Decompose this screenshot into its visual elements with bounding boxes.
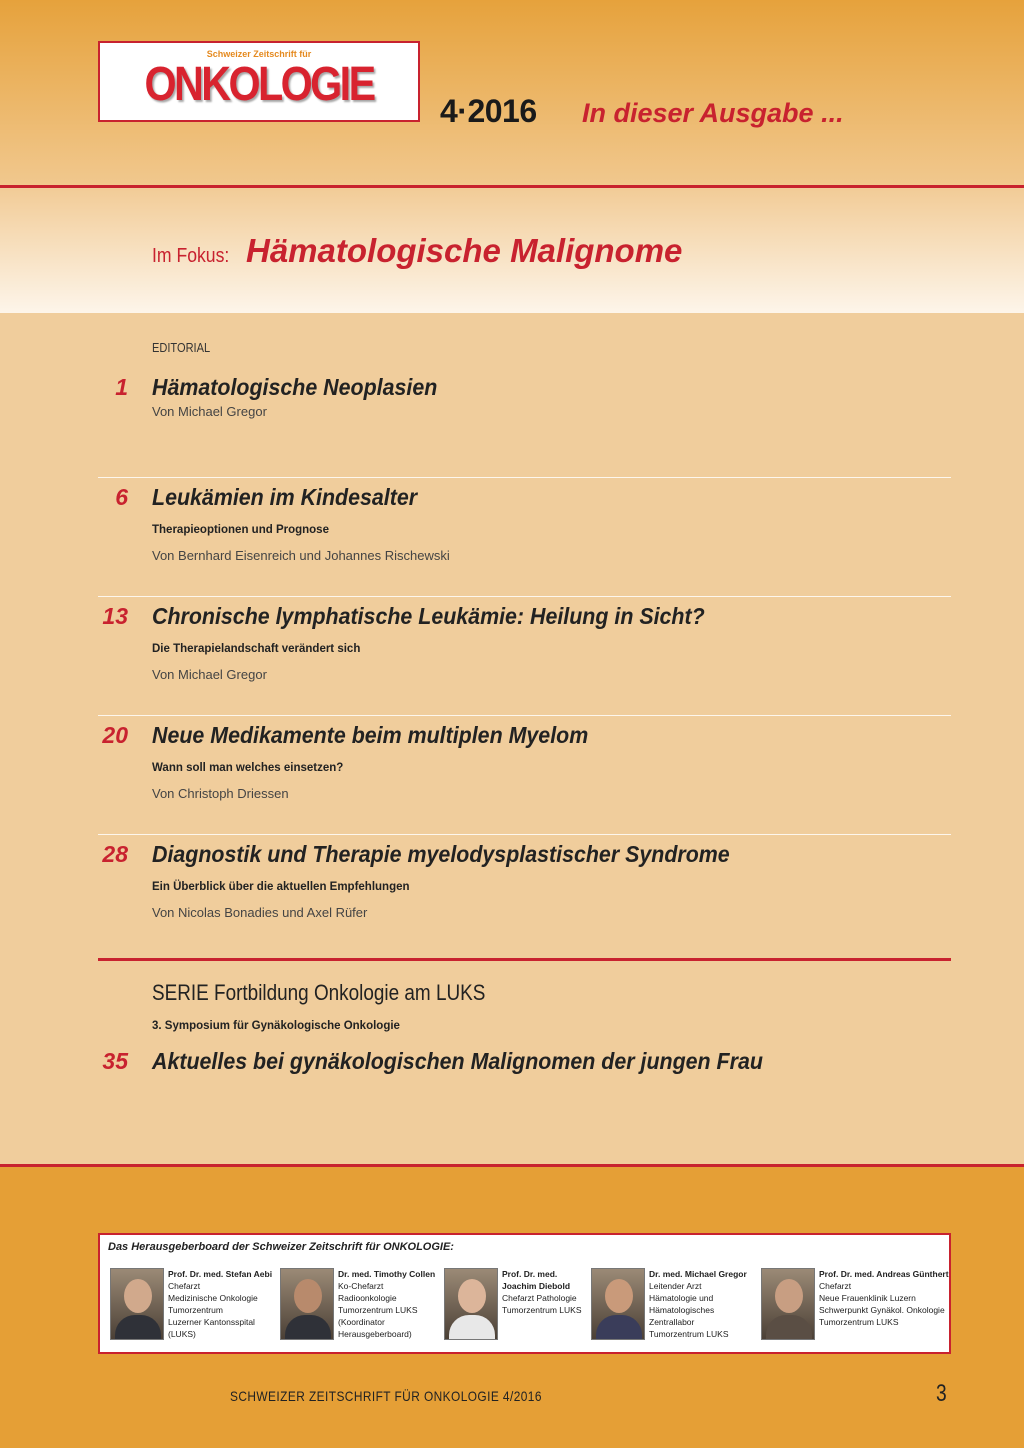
journal-logo [98, 41, 420, 122]
member-role: Tumorzentrum LUKS [502, 1305, 582, 1315]
member-role: Ko-Chefarzt [338, 1281, 384, 1291]
member-role: Tumorzentrum LUKS [819, 1317, 899, 1327]
member-role: Tumorzentrum LUKS [338, 1305, 418, 1315]
member-role: Chefarzt [819, 1281, 852, 1291]
serie-subtitle: 3. Symposium für Gynäkologische Onkologie [152, 1020, 400, 1032]
member-role: Tumorzentrum LUKS [649, 1329, 729, 1339]
serie-page-number: 35 [102, 1048, 128, 1074]
article-title: Neue Medikamente beim multiplen Myelom [152, 722, 589, 748]
member-role: Chefarzt Pathologie [502, 1293, 577, 1303]
logo-title: ONKOLOGIE [144, 58, 374, 111]
article-divider [98, 477, 951, 478]
article-subtitle: Wann soll man welches einsetzen? [152, 762, 344, 774]
article-divider [98, 834, 951, 835]
member-role: Radioonkologie [338, 1293, 397, 1303]
member-role: Hämatologie und [649, 1293, 714, 1303]
member-name: Dr. med. Timothy Collen [338, 1269, 436, 1279]
header-divider [0, 185, 1024, 188]
member-name: Prof. Dr. med. Andreas Günthert [819, 1269, 949, 1279]
member-photo [444, 1268, 498, 1340]
article-title: Diagnostik und Therapie myelodysplastischer Syndrome [152, 841, 730, 867]
member-role: Tumorzentrum [168, 1305, 223, 1315]
member-photo [761, 1268, 815, 1340]
article-divider [98, 715, 951, 716]
article-page-number: 28 [102, 841, 128, 867]
editorial-page-number: 1 [115, 374, 128, 400]
editorial-label: EDITORIAL [152, 340, 211, 355]
member-role: (LUKS) [168, 1329, 196, 1339]
article-page-number: 20 [102, 722, 128, 748]
article-subtitle: Ein Überblick über die aktuellen Empfehlungen [152, 881, 410, 893]
focus-label: Im Fokus: [152, 245, 230, 267]
member-photo [110, 1268, 164, 1340]
page-number: 3 [936, 1380, 947, 1407]
member-role: Leitender Arzt [649, 1281, 702, 1291]
member-name: Dr. med. Michael Gregor [649, 1269, 747, 1279]
article-subtitle: Therapieoptionen und Prognose [152, 524, 329, 536]
member-name-continued: Joachim Diebold [502, 1281, 571, 1291]
article-divider [98, 596, 951, 597]
member-role: Zentrallabor [649, 1317, 695, 1327]
member-role: Neue Frauenklinik Luzern [819, 1293, 916, 1303]
member-role: Hämatologisches [649, 1305, 715, 1315]
board-title: Das Herausgeberboard der Schweizer Zeitschrift für ONKOLOGIE: [108, 1241, 454, 1253]
editorial-title: Hämatologische Neoplasien [152, 374, 438, 400]
article-author: Von Nicolas Bonadies und Axel Rüfer [152, 905, 368, 920]
focus-title: Hämatologische Malignome [246, 232, 683, 269]
editorial-board [98, 1233, 951, 1354]
editorial-author: Von Michael Gregor [152, 404, 267, 419]
member-photo [591, 1268, 645, 1340]
member-role: (Koordinator [338, 1317, 385, 1327]
article-page-number: 13 [102, 603, 128, 629]
member-role: Schwerpunkt Gynäkol. Onkologie [819, 1305, 945, 1315]
issue-number: 4·2016 [440, 93, 537, 129]
logo-subtitle: Schweizer Zeitschrift für [206, 49, 312, 59]
article-author: Von Christoph Driessen [152, 786, 289, 801]
issue-tagline: In dieser Ausgabe ... [582, 98, 844, 128]
journal-footer: SCHWEIZER ZEITSCHRIFT FÜR ONKOLOGIE 4/2016 [230, 1388, 542, 1404]
member-photo [280, 1268, 334, 1340]
article-author: Von Bernhard Eisenreich und Johannes Rischewski [152, 548, 450, 563]
article-subtitle: Die Therapielandschaft verändert sich [152, 643, 361, 655]
serie-label: SERIE Fortbildung Onkologie am LUKS [152, 980, 486, 1005]
article-page-number: 6 [115, 484, 128, 510]
member-role: Luzerner Kantonsspital [168, 1317, 255, 1327]
serie-divider [98, 958, 951, 961]
member-role: Medizinische Onkologie [168, 1293, 258, 1303]
serie-title: Aktuelles bei gynäkologischen Malignomen der jungen Frau [152, 1048, 763, 1074]
member-role: Chefarzt [168, 1281, 201, 1291]
member-name: Prof. Dr. med. [502, 1269, 558, 1279]
member-name: Prof. Dr. med. Stefan Aebi [168, 1269, 273, 1279]
article-author: Von Michael Gregor [152, 667, 267, 682]
article-title: Chronische lymphatische Leukämie: Heilung in Sicht? [152, 603, 705, 629]
member-role: Herausgeberboard) [338, 1329, 412, 1339]
article-title: Leukämien im Kindesalter [152, 484, 418, 510]
